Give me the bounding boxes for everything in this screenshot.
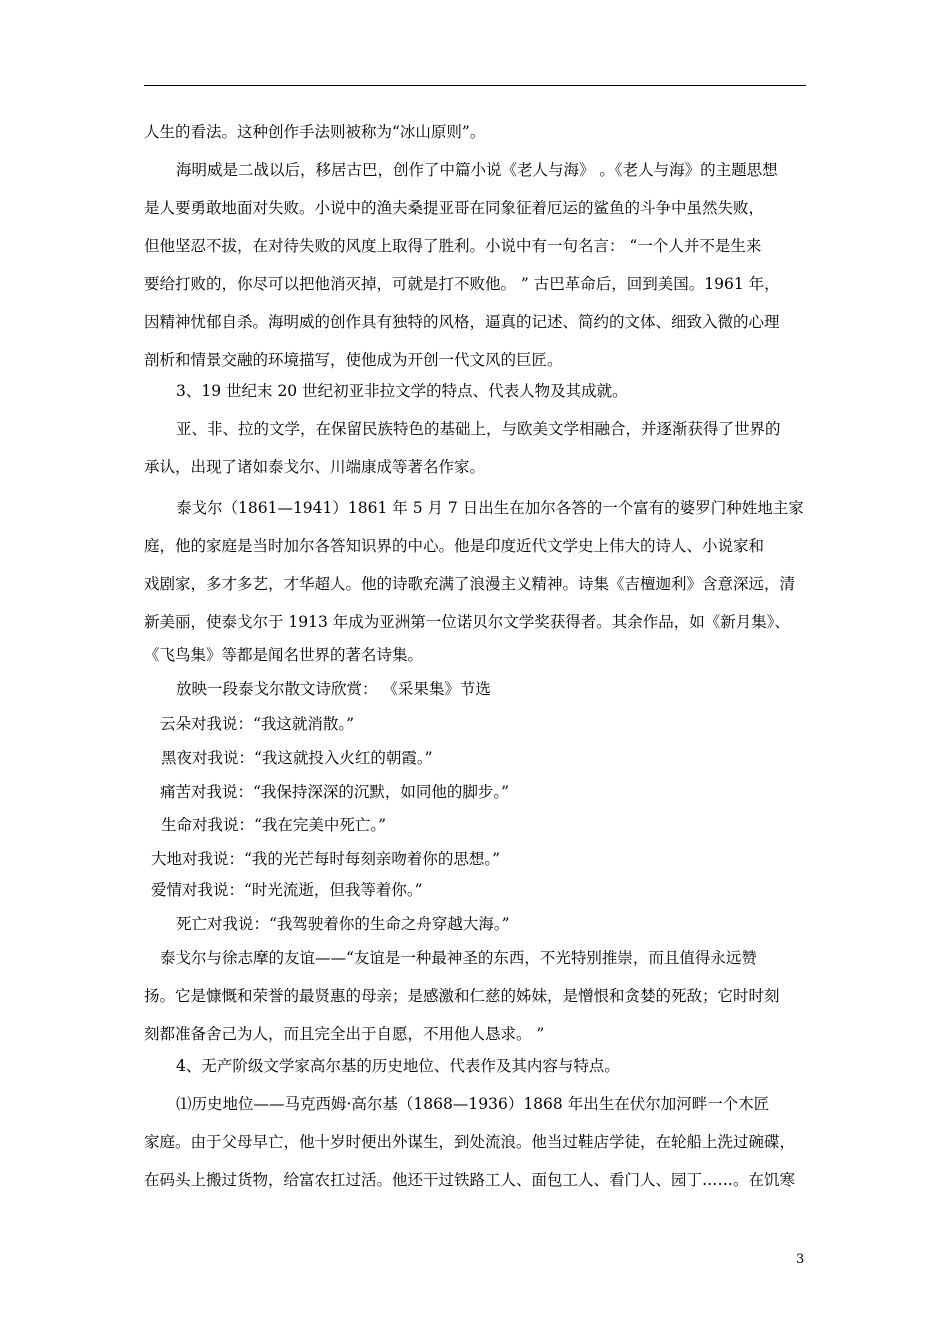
text-line: 亚、非、拉的文学，在保留民族特色的基础上，与欧美文学相融合，并逐渐获得了世界的 — [176, 420, 781, 438]
text-line: 但他坚忍不拔，在对待失败的风度上取得了胜利。小说中有一句名言： “一个人并不是生来 — [144, 237, 762, 255]
text-line: 海明威是二战以后，移居古巴，创作了中篇小说《老人与海》 。《老人与海》的主题思想 — [176, 161, 778, 179]
text-line: 在码头上搬过货物，给富农扛过活。他还干过铁路工人、面包工人、看门人、园丁……。在饥寒 — [144, 1171, 796, 1189]
poem-line: 云朵对我说：“我这就消散。” — [160, 715, 355, 733]
text-line: 家庭。由于父母早亡，他十岁时便出外谋生，到处流浪。他当过鞋店学徒，在轮船上洗过碗碟， — [144, 1133, 796, 1151]
header-rule — [144, 85, 806, 86]
section-heading-4: 4、无产阶级文学家高尔基的历史地位、代表作及其内容与特点。 — [176, 1057, 620, 1075]
poem-line: 生命对我说：“我在完美中死亡。” — [161, 816, 387, 834]
text-line: 新美丽，使泰戈尔于 1913 年成为亚洲第一位诺贝尔文学奖获得者。其余作品，如《新月集》、 — [144, 613, 791, 631]
text-line: 人生的看法。这种创作手法则被称为“冰山原则”。 — [144, 123, 486, 141]
poem-line: 死亡对我说：“我驾驶着你的生命之舟穿越大海。” — [176, 915, 510, 933]
text-line: 剖析和情景交融的环境描写，使他成为开创一代文风的巨匠。 — [144, 351, 563, 369]
text-line: ⑴历史地位——马克西姆·高尔基（1868—1936）1868 年出生在伏尔加河畔一个木匠 — [176, 1095, 770, 1113]
text-line: 戏剧家，多才多艺，才华超人。他的诗歌充满了浪漫主义精神。诗集《吉檀迦利》含意深远，清 — [144, 575, 796, 593]
poem-line: 爱情对我说：“时光流逝，但我等着你。” — [151, 881, 423, 899]
poem-line: 大地对我说：“我的光芒每时每刻亲吻着你的思想。” — [151, 850, 501, 868]
text-line: 刻都准备舍己为人，而且完全出于自愿，不用他人恳求。 ” — [144, 1025, 545, 1043]
text-line: 泰戈尔（1861—1941）1861 年 5 月 7 日出生在加尔各答的一个富有的婆罗门种姓地主家 — [176, 499, 804, 517]
text-line: 是人要勇敢地面对失败。小说中的渔夫桑提亚哥在同象征着厄运的鲨鱼的斗争中虽然失败， — [144, 199, 765, 217]
text-line: 《飞鸟集》等都是闻名世界的著名诗集。 — [144, 646, 424, 664]
text-line: 庭，他的家庭是当时加尔各答知识界的中心。他是印度近代文学史上伟大的诗人、小说家和 — [144, 537, 765, 555]
page-number: 3 — [796, 1252, 805, 1267]
text-line: 要给打败的，你尽可以把他消灭掉，可就是打不败他。 ” 古巴革命后，回到美国。1961 年， — [144, 275, 780, 293]
section-heading-3: 3、19 世纪末 20 世纪初亚非拉文学的特点、代表人物及其成就。 — [176, 382, 628, 400]
text-line: 放映一段泰戈尔散文诗欣赏： 《采果集》节选 — [176, 680, 491, 698]
poem-line: 痛苦对我说：“我保持深深的沉默，如同他的脚步。” — [160, 783, 510, 801]
poem-line: 黑夜对我说：“我这就投入火红的朝霞。” — [161, 749, 433, 767]
text-line: 扬。它是慷慨和荣誉的最贤惠的母亲；是感激和仁慈的姊妹，是憎恨和贪婪的死敌；它时时刻 — [144, 987, 780, 1005]
text-line: 因精神忧郁自杀。海明威的创作具有独特的风格，逼真的记述、简约的文体、细致入微的心理 — [144, 313, 780, 331]
text-line: 泰戈尔与徐志摩的友谊——“友谊是一种最神圣的东西，不光特别推崇，而且值得永远赞 — [160, 949, 757, 967]
text-line: 承认，出现了诸如泰戈尔、川端康成等著名作家。 — [144, 458, 486, 476]
